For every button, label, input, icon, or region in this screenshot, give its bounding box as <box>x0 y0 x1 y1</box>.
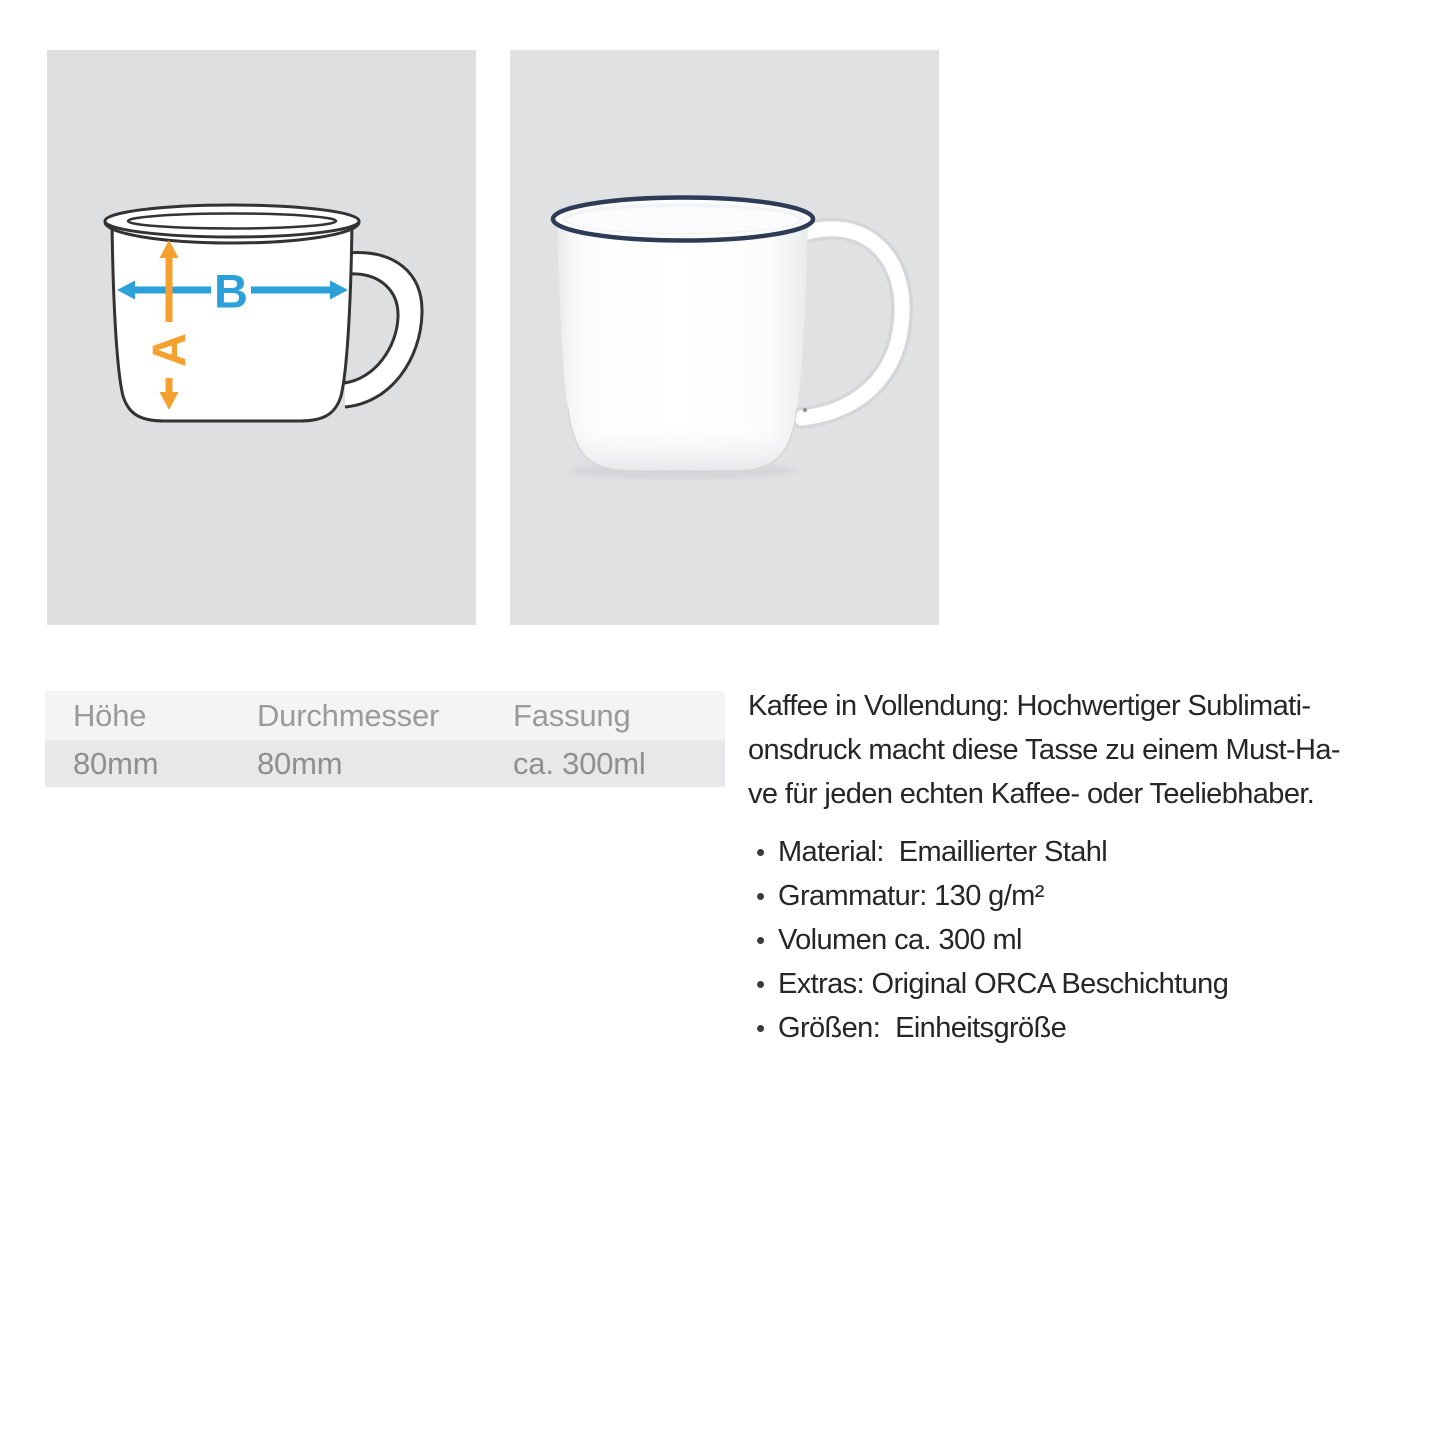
diagram-opening-ellipse <box>128 214 336 229</box>
spec-item-extras <box>748 962 1413 1006</box>
product-description <box>748 684 1413 1050</box>
mug-product-photo <box>510 50 939 625</box>
paragraph-line: Kaffee in Vollendung: Hochwertiger Sublimati- <box>748 690 1311 722</box>
cell-fassung-value: ca. 300ml <box>513 740 725 787</box>
mug-dimension-diagram <box>47 50 476 625</box>
spec-item-grammatur <box>748 874 1413 918</box>
col-header-fassung: Fassung <box>513 691 725 740</box>
paragraph-line: onsdruck macht diese Tasse zu einem Must-Ha- <box>748 734 1340 766</box>
paragraph-line: ve für jeden echten Kaffee- oder Teeliebhaber. <box>748 778 1315 810</box>
bullet-icon: • <box>756 881 765 911</box>
dimensions-table <box>45 691 725 787</box>
bullet-icon: • <box>756 969 765 999</box>
diagram-mug-body <box>112 221 352 421</box>
handle-rivet-bottom <box>803 408 807 412</box>
spec-item-groessen <box>748 1006 1413 1050</box>
cell-durchmesser-value: 80mm <box>257 740 513 787</box>
bullet-icon: • <box>756 837 765 867</box>
table-header-row <box>45 691 725 740</box>
spec-item-text: Grammatur: 130 g/m² <box>778 880 1044 912</box>
spec-item-text: Material: Emaillierter Stahl <box>778 836 1108 868</box>
bullet-icon: • <box>756 925 765 955</box>
spec-list <box>748 830 1413 1050</box>
bullet-icon: • <box>756 1013 765 1043</box>
col-header-durchmesser: Durchmesser <box>257 691 513 740</box>
spec-item-volumen <box>748 918 1413 962</box>
table-row <box>45 740 725 787</box>
spec-item-text: Volumen ca. 300 ml <box>778 924 1022 956</box>
photo-handle <box>800 229 902 418</box>
mug-product-photo-panel <box>510 50 939 625</box>
col-header-hoehe: Höhe <box>45 691 257 740</box>
diameter-label: B <box>214 264 248 318</box>
spec-item-text: Größen: Einheitsgröße <box>778 1012 1067 1044</box>
cell-hoehe-value: 80mm <box>45 740 257 787</box>
dimensions-table-header <box>45 691 725 740</box>
photo-rim <box>553 198 813 241</box>
description-paragraph <box>748 684 1413 816</box>
mug-dimension-diagram-panel <box>47 50 476 625</box>
photo-mug-body-shading <box>557 220 808 471</box>
height-label: A <box>142 333 196 367</box>
spec-item-material <box>748 830 1413 874</box>
spec-item-text: Extras: Original ORCA Beschichtung <box>778 968 1229 1000</box>
